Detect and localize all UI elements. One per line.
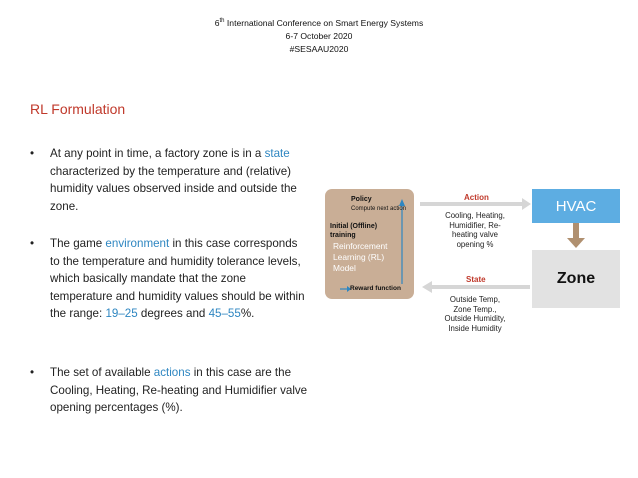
reward-function-label: Reward function — [350, 285, 401, 292]
bullet-state: • At any point in time, a factory zone is in a state characterized by the temperature and (relative) humidity values observed inside and outside the zone. — [30, 147, 297, 213]
zone-box: Zone — [532, 250, 620, 308]
conference-hashtag: #SESAAU2020 — [289, 43, 349, 54]
bullet-environment: • The game environment in this case corresponds to the temperature and humidity tolerance levels, which basically mandate that the zone temperature and humidity values should be within the range: 19–25 degrees and 45–55%. — [30, 237, 305, 320]
hvac-box: HVAC — [532, 189, 620, 223]
highlight-environment: environment — [105, 237, 170, 250]
state-arrow-head-icon — [422, 281, 432, 293]
bullet-dot: • — [30, 366, 35, 379]
action-label: Action — [464, 193, 489, 202]
conference-name: 6th International Conference on Smart Energy Systems — [214, 17, 424, 28]
state-label: State — [466, 275, 486, 284]
bullet-actions: • The set of available actions in this case are the Cooling, Heating, Re-heating and Humidifier valve opening percentages (%). — [30, 366, 308, 414]
slide-title: RL Formulation — [30, 101, 126, 117]
hvac-zone-arrow-shaft — [573, 223, 579, 240]
highlight-temp-range: 19–25 — [105, 307, 138, 320]
bullet-dot: • — [30, 147, 35, 160]
hvac-zone-arrow-head-icon — [567, 238, 585, 248]
conference-dates: 6-7 October 2020 — [285, 30, 353, 41]
inner-arrow-head-icon — [399, 199, 405, 206]
state-arrow-shaft — [430, 285, 530, 289]
action-arrow-shaft — [420, 202, 524, 206]
policy-label: Policy — [351, 196, 372, 203]
rl-model-label: Reinforcement Learning (RL) Model — [333, 241, 388, 273]
bullet-dot: • — [30, 237, 35, 250]
highlight-actions: actions — [153, 366, 191, 379]
state-description: Outside Temp, Zone Temp., Outside Humidity, Inside Humidity — [444, 295, 506, 333]
highlight-humidity-range: 45–55 — [208, 307, 241, 320]
action-arrow-head-icon — [522, 198, 531, 210]
action-description: Cooling, Heating, Humidifier, Re- heating valve opening % — [445, 211, 505, 249]
compute-label: Compute next action — [351, 206, 407, 212]
initial-training-label: Initial (Offline) training — [330, 223, 378, 239]
highlight-state: state — [264, 147, 290, 160]
